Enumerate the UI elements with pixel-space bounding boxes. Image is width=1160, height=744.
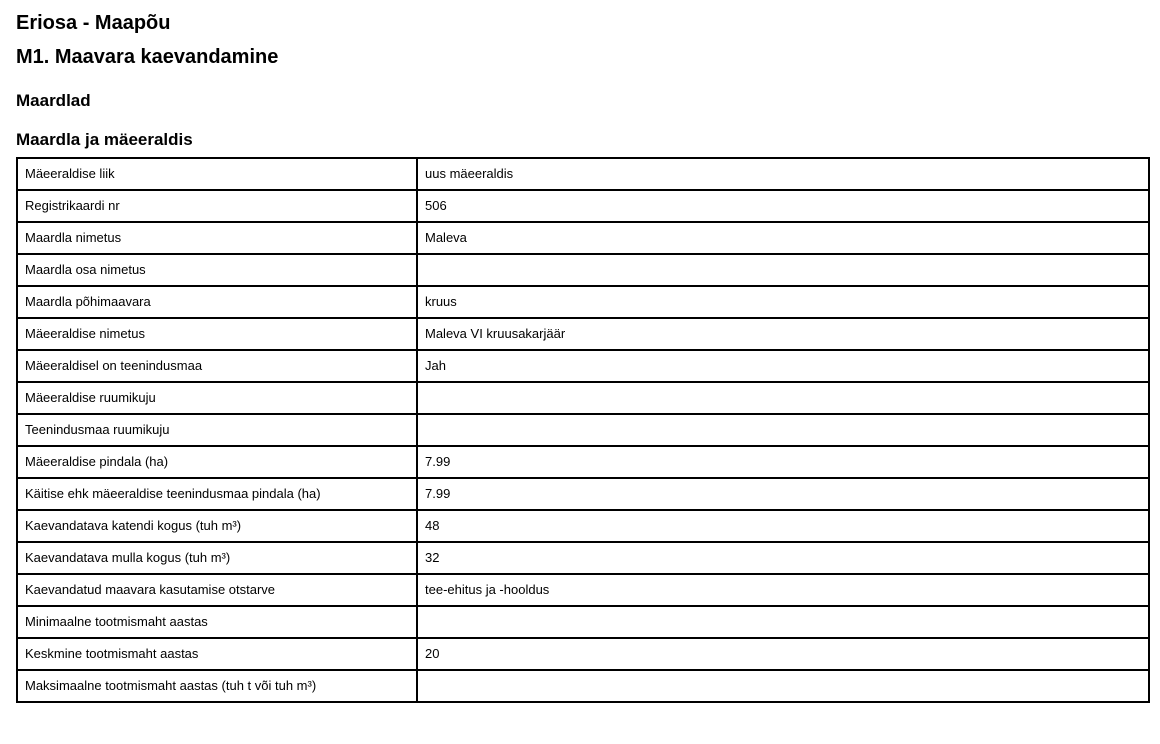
row-value: Maleva	[417, 222, 1149, 254]
row-value: 32	[417, 542, 1149, 574]
table-row	[17, 542, 1149, 574]
table-row	[17, 318, 1149, 350]
row-value: 20	[417, 638, 1149, 670]
table-row	[17, 638, 1149, 670]
row-label: Maardla osa nimetus	[17, 254, 417, 286]
page-subtitle: M1. Maavara kaevandamine	[16, 46, 279, 68]
row-value: kruus	[417, 286, 1149, 318]
row-label: Mäeeraldise nimetus	[17, 318, 417, 350]
table-row	[17, 478, 1149, 510]
row-value	[417, 382, 1149, 414]
table-row	[17, 414, 1149, 446]
row-label: Maksimaalne tootmismaht aastas (tuh t või tuh m³)	[17, 670, 417, 702]
row-value: Jah	[417, 350, 1149, 382]
row-value: tee-ehitus ja -hooldus	[417, 574, 1149, 606]
row-value: 7.99	[417, 446, 1149, 478]
page-title: Eriosa - Maapõu	[16, 12, 171, 34]
row-value	[417, 670, 1149, 702]
table-row	[17, 190, 1149, 222]
table-row	[17, 254, 1149, 286]
row-value: 48	[417, 510, 1149, 542]
section-heading-deposit-and-claim: Maardla ja mäeeraldis	[16, 130, 193, 149]
row-label: Kaevandatud maavara kasutamise otstarve	[17, 574, 417, 606]
row-label: Kaevandatava mulla kogus (tuh m³)	[17, 542, 417, 574]
row-label: Minimaalne tootmismaht aastas	[17, 606, 417, 638]
row-value: uus mäeeraldis	[417, 158, 1149, 190]
table-row	[17, 382, 1149, 414]
row-label: Mäeeraldisel on teenindusmaa	[17, 350, 417, 382]
table-row	[17, 670, 1149, 702]
section-heading-deposits: Maardlad	[16, 91, 91, 110]
table-row	[17, 158, 1149, 190]
row-value	[417, 606, 1149, 638]
table-row	[17, 606, 1149, 638]
table-row	[17, 286, 1149, 318]
deposit-info-table	[16, 157, 1150, 703]
row-label: Mäeeraldise liik	[17, 158, 417, 190]
row-label: Mäeeraldise pindala (ha)	[17, 446, 417, 478]
row-value: 506	[417, 190, 1149, 222]
table-row	[17, 510, 1149, 542]
row-label: Käitise ehk mäeeraldise teenindusmaa pindala (ha)	[17, 478, 417, 510]
row-value: 7.99	[417, 478, 1149, 510]
table-row	[17, 350, 1149, 382]
row-label: Keskmine tootmismaht aastas	[17, 638, 417, 670]
table-row	[17, 446, 1149, 478]
row-label: Mäeeraldise ruumikuju	[17, 382, 417, 414]
table-row	[17, 574, 1149, 606]
row-label: Kaevandatava katendi kogus (tuh m³)	[17, 510, 417, 542]
row-label: Maardla nimetus	[17, 222, 417, 254]
table-row	[17, 222, 1149, 254]
row-label: Maardla põhimaavara	[17, 286, 417, 318]
row-value	[417, 254, 1149, 286]
row-value	[417, 414, 1149, 446]
row-value: Maleva VI kruusakarjäär	[417, 318, 1149, 350]
row-label: Teenindusmaa ruumikuju	[17, 414, 417, 446]
row-label: Registrikaardi nr	[17, 190, 417, 222]
